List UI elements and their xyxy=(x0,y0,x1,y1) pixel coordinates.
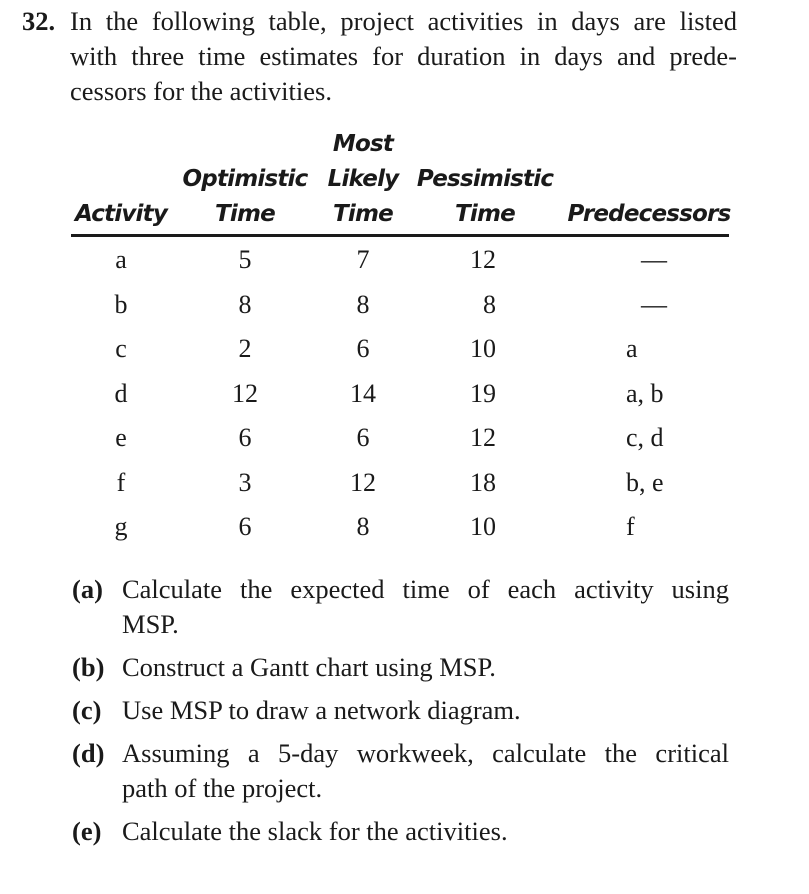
header-optimistic-line1: Optimistic xyxy=(182,166,308,192)
question-line: Assuming a 5-day workweek, calculate the critical xyxy=(122,738,729,768)
cell-pessimistic: 12 xyxy=(470,245,496,274)
table-row xyxy=(71,333,729,378)
header-most-likely-line3: Time xyxy=(333,201,393,227)
header-pessimistic-line2: Time xyxy=(455,201,515,227)
cell-pessimistic: 10 xyxy=(470,512,496,541)
header-most-likely-line1: Most xyxy=(332,131,394,157)
intro-line: cessors for the activities. xyxy=(70,76,332,106)
cell-predecessors: — xyxy=(641,245,667,274)
question-label: (e) xyxy=(72,816,102,846)
cell-activity: g xyxy=(114,512,128,541)
question-label: (c) xyxy=(72,695,102,725)
cell-optimistic: 3 xyxy=(238,467,252,497)
table-row xyxy=(71,378,729,423)
table-row xyxy=(71,422,729,467)
header-activity: Activity xyxy=(74,201,168,227)
question-line: path of the project. xyxy=(122,773,323,803)
question-line: MSP. xyxy=(122,609,179,639)
question-d xyxy=(72,736,729,806)
question-list xyxy=(72,572,729,857)
cell-predecessors: c, d xyxy=(626,423,664,452)
cell-optimistic: 8 xyxy=(238,289,252,319)
question-e xyxy=(72,814,729,849)
cell-most-likely: 8 xyxy=(356,512,370,541)
question-label: (a) xyxy=(72,574,103,604)
cell-predecessors: f xyxy=(626,512,635,541)
cell-most-likely: 7 xyxy=(356,245,370,274)
header-rule xyxy=(71,234,729,237)
table-row xyxy=(71,511,729,556)
cell-predecessors: — xyxy=(641,289,667,319)
cell-optimistic: 2 xyxy=(238,334,252,363)
table-row xyxy=(71,244,729,289)
question-line: Calculate the slack for the activities. xyxy=(122,816,508,846)
header-pessimistic-line1: Pessimistic xyxy=(416,166,554,192)
cell-most-likely: 6 xyxy=(356,423,370,452)
table-header xyxy=(71,126,729,232)
cell-pessimistic: 18 xyxy=(470,467,496,497)
cell-activity: d xyxy=(114,378,128,408)
cell-optimistic: 6 xyxy=(238,423,252,452)
question-b xyxy=(72,650,729,685)
question-label: (b) xyxy=(72,652,105,682)
question-line: Calculate the expected time of each activity using xyxy=(122,574,729,604)
cell-most-likely: 14 xyxy=(350,378,376,408)
question-line: Use MSP to draw a network diagram. xyxy=(122,695,521,725)
header-predecessors: Predecessors xyxy=(567,201,731,227)
cell-optimistic: 12 xyxy=(232,378,258,408)
cell-activity: b xyxy=(114,289,128,319)
cell-optimistic: 5 xyxy=(238,245,252,274)
table-row xyxy=(71,467,729,512)
table-row xyxy=(71,289,729,334)
cell-most-likely: 12 xyxy=(350,467,376,497)
header-most-likely-line2: Likely xyxy=(327,166,399,192)
cell-pessimistic: 19 xyxy=(470,378,496,408)
cell-optimistic: 6 xyxy=(238,512,252,541)
question-a xyxy=(72,572,729,642)
table-body xyxy=(71,244,729,556)
cell-most-likely: 8 xyxy=(356,289,370,319)
cell-activity: a xyxy=(115,245,127,274)
question-c xyxy=(72,693,729,728)
header-optimistic-line2: Time xyxy=(215,201,275,227)
cell-predecessors: a, b xyxy=(626,378,664,408)
cell-predecessors: a xyxy=(626,334,638,363)
intro-line: with three time estimates for duration in days and prede- xyxy=(70,41,737,71)
cell-pessimistic: 12 xyxy=(470,423,496,452)
question-line: Construct a Gantt chart using MSP. xyxy=(122,652,496,682)
cell-activity: e xyxy=(115,423,127,452)
problem-number: 32. xyxy=(22,6,56,36)
question-label: (d) xyxy=(72,738,105,768)
cell-activity: c xyxy=(115,334,127,363)
cell-activity: f xyxy=(116,467,126,497)
cell-pessimistic: 10 xyxy=(470,334,496,363)
cell-most-likely: 6 xyxy=(356,334,370,363)
problem-intro xyxy=(70,4,737,109)
cell-pessimistic: 8 xyxy=(483,289,496,319)
cell-predecessors: b, e xyxy=(626,467,664,497)
activity-table xyxy=(71,126,731,541)
intro-line: In the following table, project activities in days are listed xyxy=(70,6,737,36)
problem-statement xyxy=(22,4,737,109)
